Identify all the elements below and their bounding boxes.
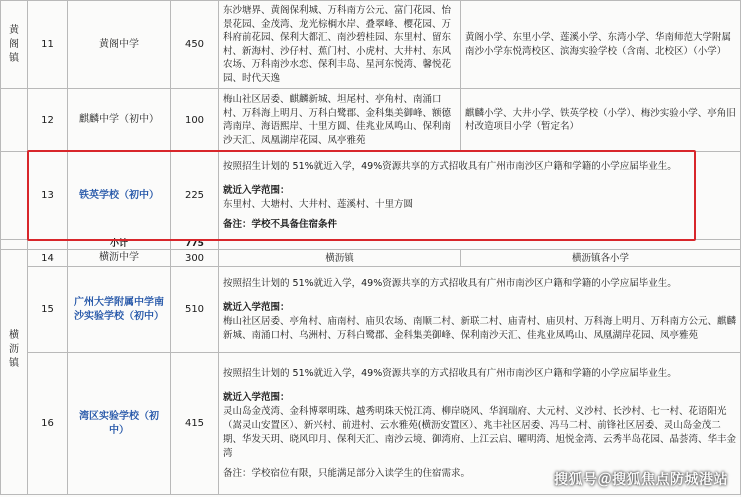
town-cell-empty	[1, 89, 28, 152]
row-number: 12	[28, 89, 68, 152]
note-text: 备注：学校宿位有限，只能满足部分入读学生的住宿需求。	[223, 467, 471, 479]
town-cell-huangge	[1, 1, 28, 89]
row-number: 11	[28, 1, 68, 89]
school-name: 横沥中学	[68, 250, 171, 267]
enrollment-count: 450	[171, 1, 219, 89]
primary-school-list: 黄阁小学、东里小学、莲溪小学、东湾小学、华南师范大学附属南沙小学东悦湾校区、滨海实验学校（含南、北校区）（小学）	[461, 1, 741, 89]
note-text: 备注：学校不具备住宿条件	[223, 218, 338, 230]
town-label: 黄阁镇	[9, 24, 19, 64]
enrollment-count: 225	[171, 152, 219, 240]
town-cell-henglie	[1, 329, 28, 495]
town-cell-empty	[1, 152, 28, 240]
range-list: 东里村、大塘村、大井村、莲溪村、十里方圆	[223, 198, 414, 210]
admission-details	[219, 152, 741, 240]
primary-school-list: 麒麟小学、大井小学、铁英学校（小学）、梅沙实验小学、亭角旧村改造项目小学（暂定名）	[461, 89, 741, 152]
town-cell-henglie-top	[1, 250, 28, 267]
subtotal-label: 小计	[68, 240, 171, 250]
enrollment-count: 300	[171, 250, 219, 267]
table-row	[1, 1, 741, 89]
range-heading: 就近入学范围：	[223, 391, 290, 403]
table-row	[1, 89, 741, 152]
school-name-link[interactable]: 湾区实验学校（初中）	[68, 353, 171, 495]
subtotal-empty	[28, 240, 68, 250]
row-number: 14	[28, 250, 68, 267]
row-number: 13	[28, 152, 68, 240]
town-label: 横沥镇	[9, 329, 19, 369]
table-row	[1, 267, 741, 353]
range-heading: 就近入学范围：	[223, 301, 290, 313]
range-list: 灵山岛金茂湾、金科博翠明珠、越秀明珠天悦江湾、柳岸晓风、华润瑞府、大元村、义沙村、长沙村、七一村、花语阳光（嵩灵山安置区）、新兴村、前进村、云水雅苑(横沥安置区）、兆丰社区居委、冯马二村、前锋社区居委、灵山岛金茂二期、华发天玥、晓风印月、保利天汇、南沙云境、御湾府、上江云启、曜明湾、旭悦金湾、云秀半岛花园、晶荟湾、华丰金湾	[223, 405, 737, 459]
row-number: 16	[28, 353, 68, 495]
table-row	[1, 152, 741, 240]
admission-rule: 按照招生计划的 51%就近入学，49%资源共享的方式招收具有广州市南沙区户籍和学籍的小学应届毕业生。	[223, 277, 677, 289]
range-list: 梅山社区居委、亭角村、庙南村、庙贝农场、南顺二村、新联二村、庙青村、庙贝村、万科海上明月、万科南方公元、麒麟新城、南涌口村、乌洲村、万科白鹭郡、金科集美御峰、保利南沙天汇、佳兆业凤鸣山、凤凰湖岸花园、凤亭雅苑	[223, 315, 737, 341]
admission-details	[219, 267, 741, 353]
enrollment-count: 100	[171, 89, 219, 152]
watermark: 搜狐号＠搜狐焦点防城港站	[554, 472, 728, 488]
admission-rule: 按照招生计划的 51%就近入学，49%资源共享的方式招收具有广州市南沙区户籍和学籍的小学应届毕业生。	[223, 367, 677, 379]
range-heading: 就近入学范围：	[223, 184, 290, 196]
primary-school-list: 横沥镇各小学	[461, 250, 741, 267]
area-list: 东沙塘界、黄阁保利城、万科南方公元、富门花园、怡景花园、金茂湾、龙光棕榈水岸、叠翠峰、樱花园、万科府前花园、保利大都汇、南沙碧桂园、东里村、留东村、新海村、沙仔村、蕉门村、小虎村、大井村、东风农场、万科南沙水恋、保利丰岛、星河东悦湾、馨悦花园、时代天逸	[219, 1, 461, 89]
admission-rule: 按照招生计划的 51%就近入学，49%资源共享的方式招收具有广州市南沙区户籍和学籍的小学应届毕业生。	[223, 160, 677, 172]
row-number: 15	[28, 267, 68, 353]
school-name: 黄阁中学	[68, 1, 171, 89]
area-list: 梅山社区居委、麒麟新城、坦尾村、亭角村、南涌口村、万科海上明月、万科白鹭郡、金科集美御峰、额德湾南岸、海语熙岸、十里方圆、佳兆业凤鸣山、保利南沙天汇、凤凰湖岸花园、凤亭雅苑	[219, 89, 461, 152]
school-name: 麒麟中学（初中）	[68, 89, 171, 152]
area-list: 横沥镇	[219, 250, 461, 267]
town-cell-empty	[1, 240, 28, 250]
enrollment-count: 510	[171, 267, 219, 353]
subtotal-count: 775	[171, 240, 219, 250]
school-name-link[interactable]: 广州大学附属中学南沙实验学校（初中）	[68, 267, 171, 353]
table-row	[1, 250, 741, 267]
enrollment-count: 415	[171, 353, 219, 495]
school-name-link[interactable]: 铁英学校（初中）	[68, 152, 171, 240]
subtotal-blank	[219, 240, 741, 250]
subtotal-row	[1, 240, 741, 250]
